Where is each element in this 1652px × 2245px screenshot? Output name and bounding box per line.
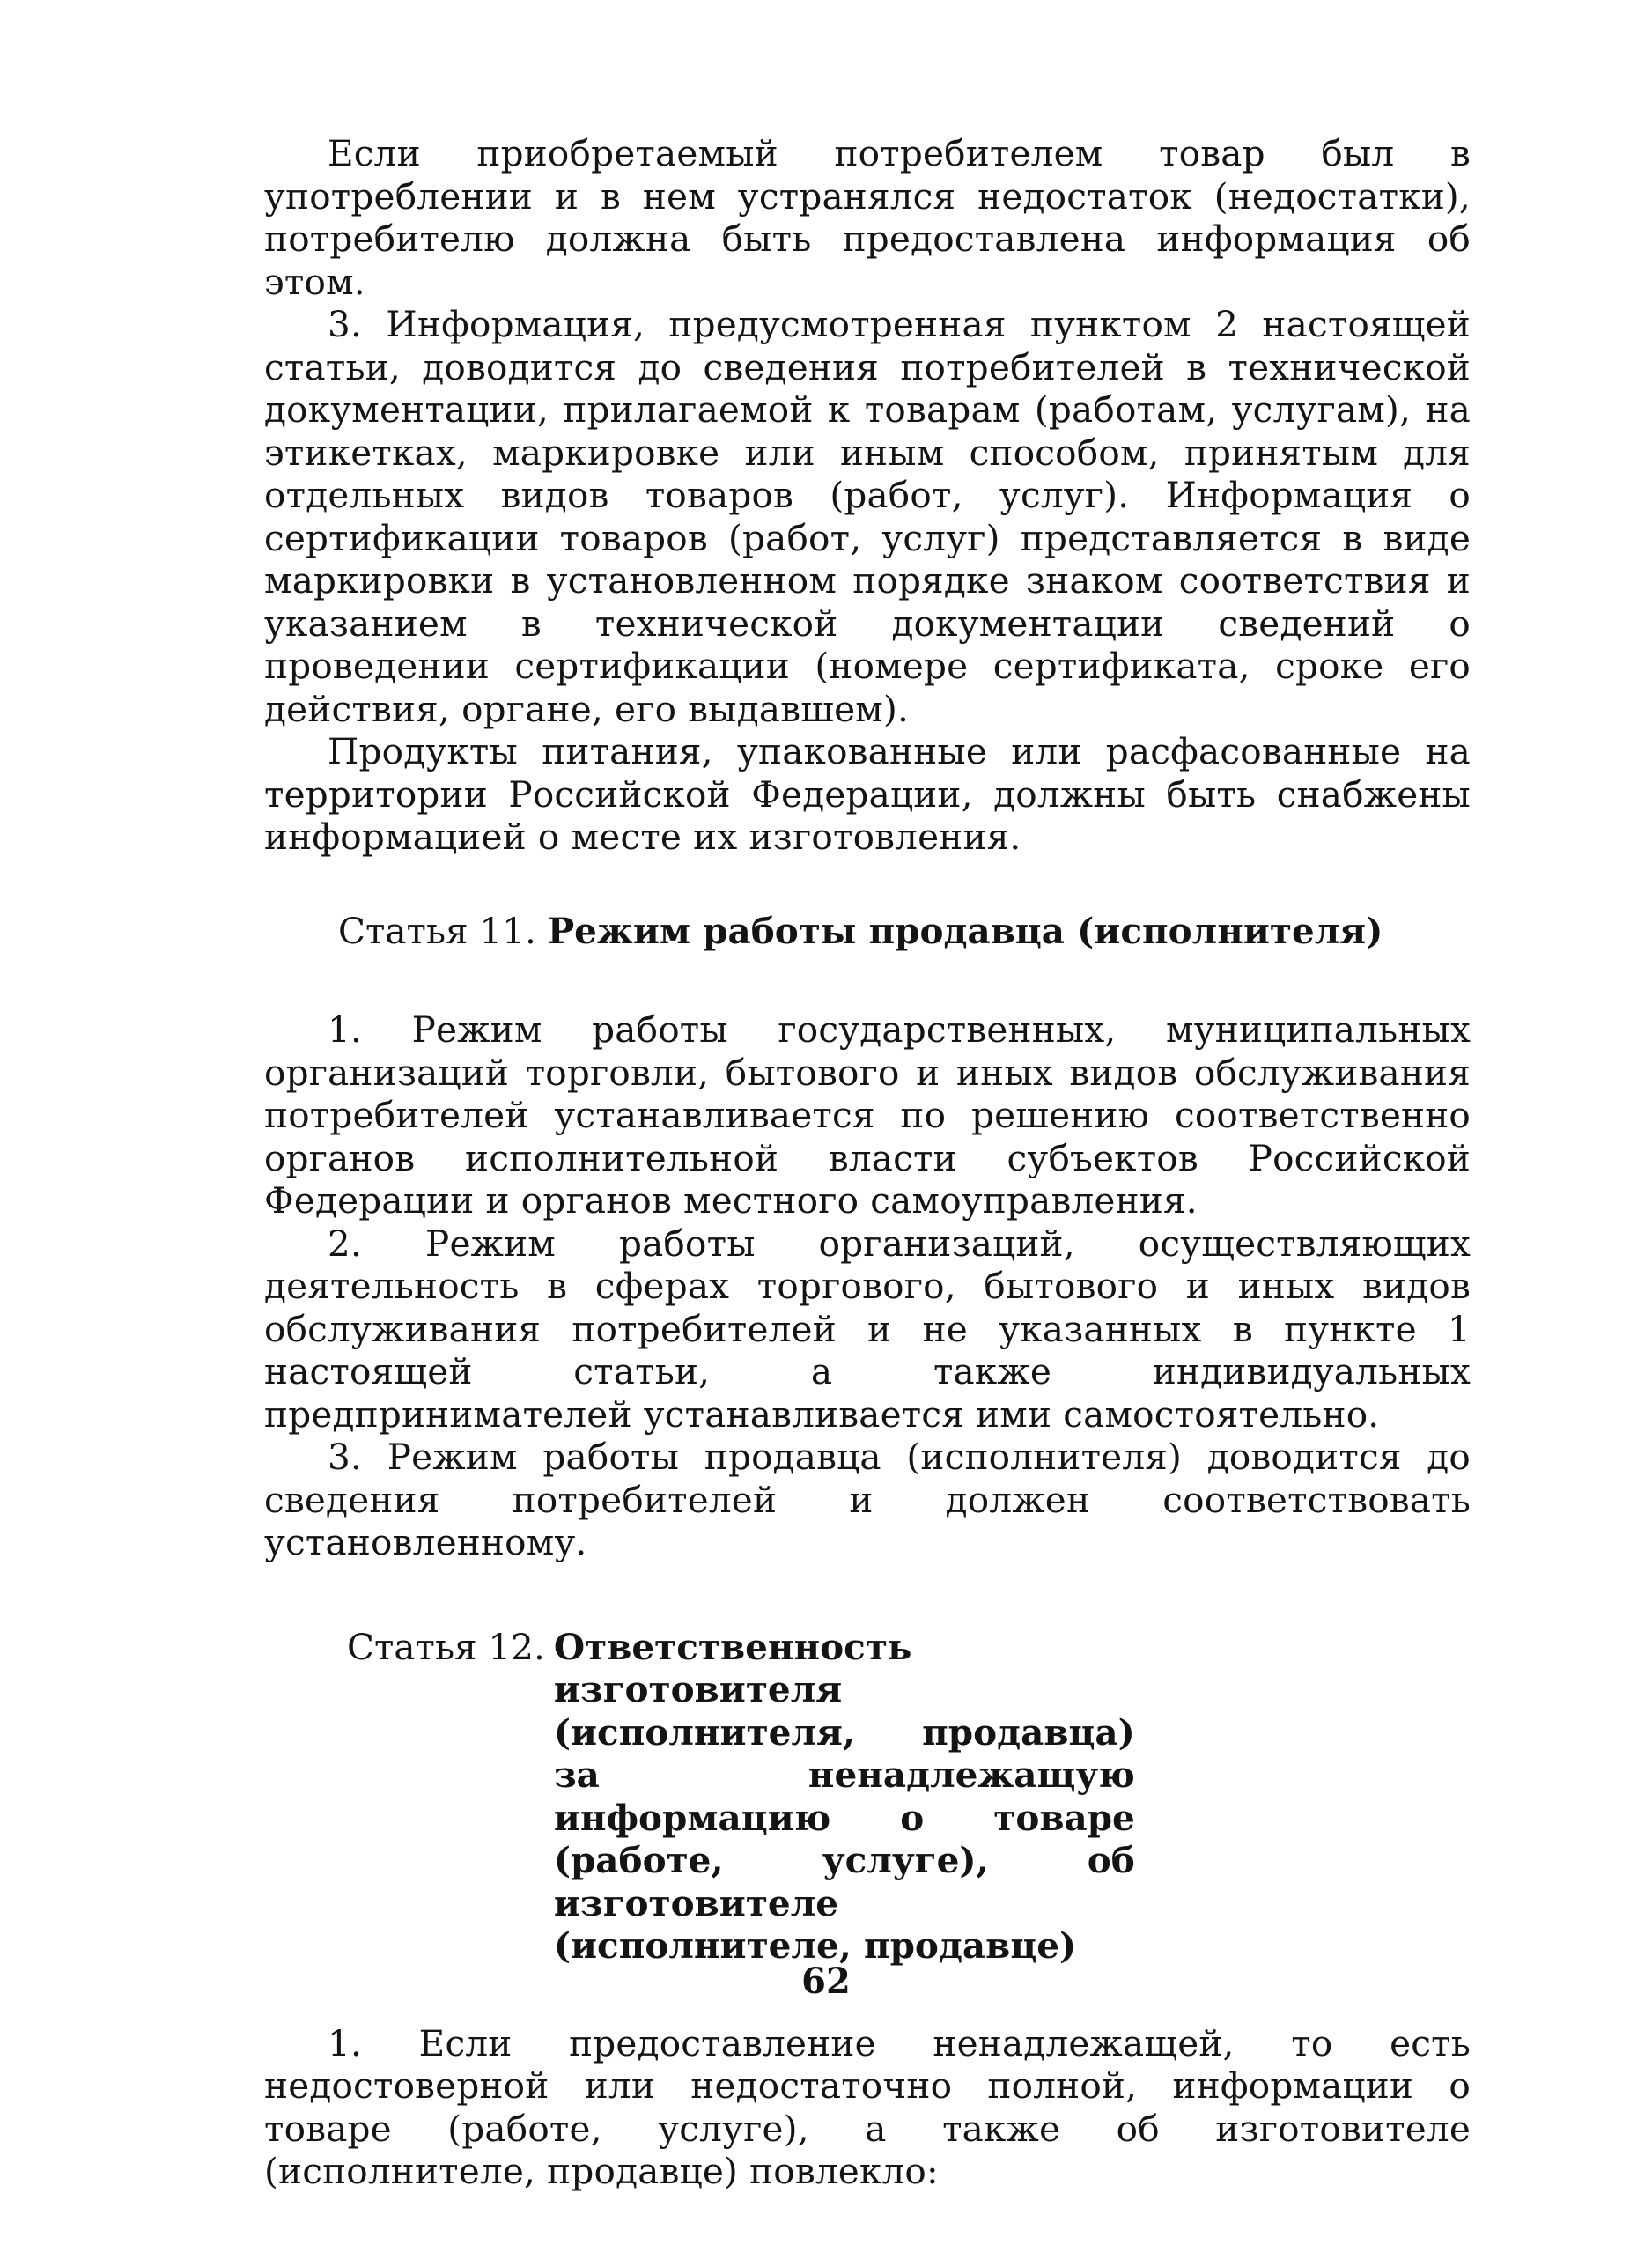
paragraph-used-goods: Если приобретаемый потребителем товар был в употреблении и в нем устранялся недостаток (недостатки), потребителю должна быть предоставлена информация об этом. (264, 132, 1471, 303)
article-11-item-1: 1. Режим работы государственных, муниципальных организаций торговли, бытового и иных видов обслуживания потребителей устанавливается по решению соответственно органов исполнительной власти субъектов Российской Федерации и органов местного самоуправления. (264, 1008, 1471, 1222)
article-11-item-3: 3. Режим работы продавца (исполнителя) доводится до сведения потребителей и должен соответствовать установленному. (264, 1436, 1471, 1563)
paragraph-item-3: 3. Информация, предусмотренная пунктом 2 настоящей статьи, доводится до сведения потребителей в технической документации, прилагаемой к товарам (работам, услугам), на этикетках, маркировке или иным способом, принятым для отдельных видов товаров (работ, услуг). Информация о сертификации товаров (работ, услуг) представляется в виде маркировки в установленном порядке знаком соответствия и указанием в технической документации сведений о проведении сертификации (номере сертификата, сроке его действия, органе, его выдавшем). (264, 303, 1471, 730)
article-12-label: Статья 12. (347, 1625, 545, 1668)
article-11-heading (264, 910, 1471, 953)
article-12-heading (264, 1626, 1471, 1968)
page-number: 62 (801, 1961, 851, 2002)
article-11-title: Режим работы продавца (исполнителя) (547, 909, 1383, 952)
article-12-item-1: 1. Если предоставление ненадлежащей, то есть недостоверной или недостаточно полной, информации о товаре (работе, услуге), а также об изготовителе (исполнителе, продавце) повлекло: (264, 2021, 1471, 2192)
paragraph-food-products: Продукты питания, упакованные или расфасованные на территории Российской Федерации, должны быть снабжены информацией о месте их изготовления. (264, 730, 1471, 858)
article-12-title: Ответственность изготовителя (исполнителя, продавца) за ненадлежащую информацию о товаре (работе, услуге), об изготовителе (исполнителе, продавце) (553, 1625, 1135, 1967)
page-body (264, 132, 1471, 2193)
article-11-item-2: 2. Режим работы организаций, осуществляющих деятельность в сферах торгового, бытового и иных видов обслуживания потребителей и не указанных в пункте 1 настоящей статьи, а также индивидуальных предпринимателей устанавливается ими самостоятельно. (264, 1222, 1471, 1436)
article-11-label: Статья 11. (338, 909, 536, 952)
